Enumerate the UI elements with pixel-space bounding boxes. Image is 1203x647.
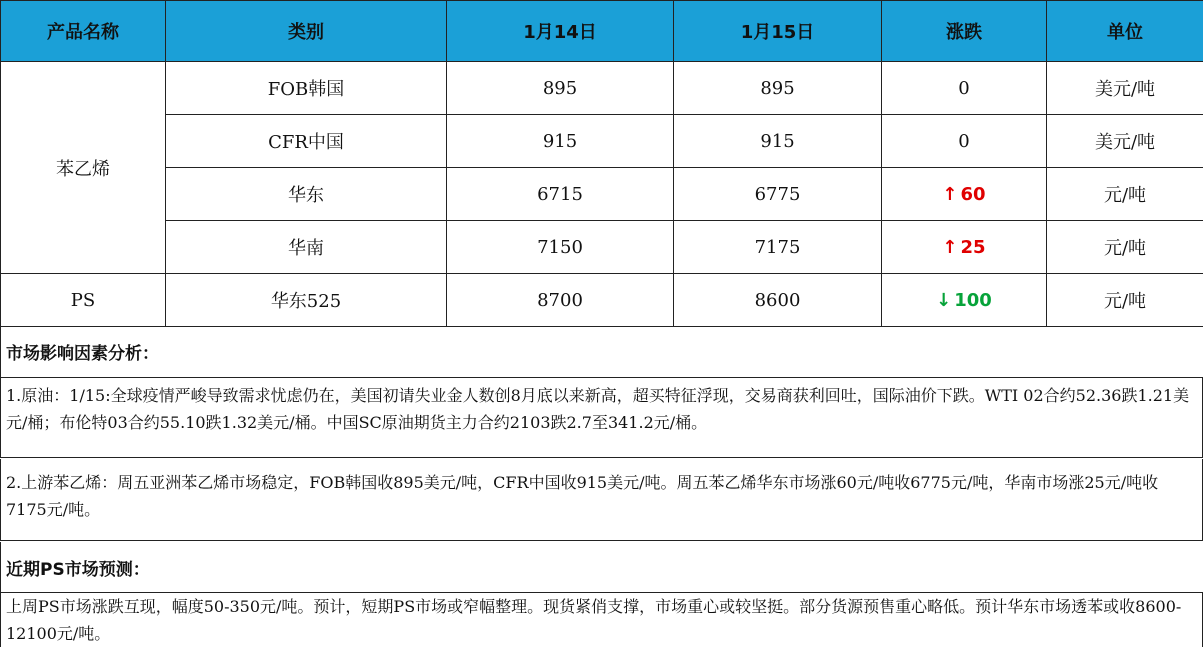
product-styrene: 苯乙烯	[1, 62, 166, 274]
change-cell	[882, 274, 1047, 327]
table-row	[1, 115, 1203, 168]
product-ps: PS	[1, 274, 166, 327]
change-value: 100	[954, 289, 992, 311]
jan15-cell: 8600	[674, 274, 882, 327]
table-row	[1, 62, 1203, 115]
category-cell: 华东525	[166, 274, 447, 327]
analysis-heading: 市场影响因素分析：	[0, 326, 1203, 378]
jan15-cell: 895	[674, 62, 882, 115]
table-row	[1, 274, 1203, 327]
jan14-cell: 915	[447, 115, 674, 168]
header-product-name: 产品名称	[1, 1, 166, 62]
table-row	[1, 221, 1203, 274]
change-cell	[882, 221, 1047, 274]
analysis-paragraph-styrene: 2.上游苯乙烯：周五亚洲苯乙烯市场稳定，FOB韩国收895美元/吨，CFR中国收915美元/吨。周五苯乙烯华东市场涨60元/吨收6775元/吨，华南市场涨25元/吨收7175元/吨。	[0, 459, 1203, 541]
jan15-cell: 6775	[674, 168, 882, 221]
jan14-cell: 8700	[447, 274, 674, 327]
change-cell	[882, 168, 1047, 221]
header-jan15: 1月15日	[674, 1, 882, 62]
table-row	[1, 168, 1203, 221]
category-cell: 华东	[166, 168, 447, 221]
unit-cell: 美元/吨	[1047, 62, 1203, 115]
change-value: 25	[960, 236, 986, 258]
table-header-row	[1, 1, 1203, 62]
header-unit: 单位	[1047, 1, 1203, 62]
jan14-cell: 6715	[447, 168, 674, 221]
forecast-heading: 近期PS市场预测：	[0, 542, 1203, 593]
up-arrow-icon: ↑	[942, 236, 958, 258]
unit-cell: 元/吨	[1047, 274, 1203, 327]
jan14-cell: 7150	[447, 221, 674, 274]
unit-cell: 元/吨	[1047, 221, 1203, 274]
header-category: 类别	[166, 1, 447, 62]
down-arrow-icon: ↓	[936, 289, 952, 311]
jan14-cell: 895	[447, 62, 674, 115]
change-cell: 0	[882, 115, 1047, 168]
unit-cell: 元/吨	[1047, 168, 1203, 221]
change-cell: 0	[882, 62, 1047, 115]
unit-cell: 美元/吨	[1047, 115, 1203, 168]
analysis-paragraph-oil: 1.原油：1/15:全球疫情严峻导致需求忧虑仍在，美国初请失业金人数创8月底以来新高，超买特征浮现，交易商获利回吐，国际油价下跌。WTI 02合约52.36跌1.21美元/桶；布伦特03合约55.10跌1.32美元/桶。中国SC原油期货主力合约2103跌2.7至341.2元/桶。	[0, 378, 1203, 458]
jan15-cell: 915	[674, 115, 882, 168]
category-cell: CFR中国	[166, 115, 447, 168]
category-cell: 华南	[166, 221, 447, 274]
header-change: 涨跌	[882, 1, 1047, 62]
up-arrow-icon: ↑	[942, 183, 958, 205]
forecast-paragraph: 上周PS市场涨跌互现，幅度50-350元/吨。预计，短期PS市场或窄幅整理。现货紧俏支撑，市场重心或较坚挺。部分货源预售重心略低。预计华东市场透苯或收8600-12100元/吨。	[0, 593, 1203, 647]
header-jan14: 1月14日	[447, 1, 674, 62]
jan15-cell: 7175	[674, 221, 882, 274]
category-cell: FOB韩国	[166, 62, 447, 115]
change-value: 60	[960, 183, 986, 205]
